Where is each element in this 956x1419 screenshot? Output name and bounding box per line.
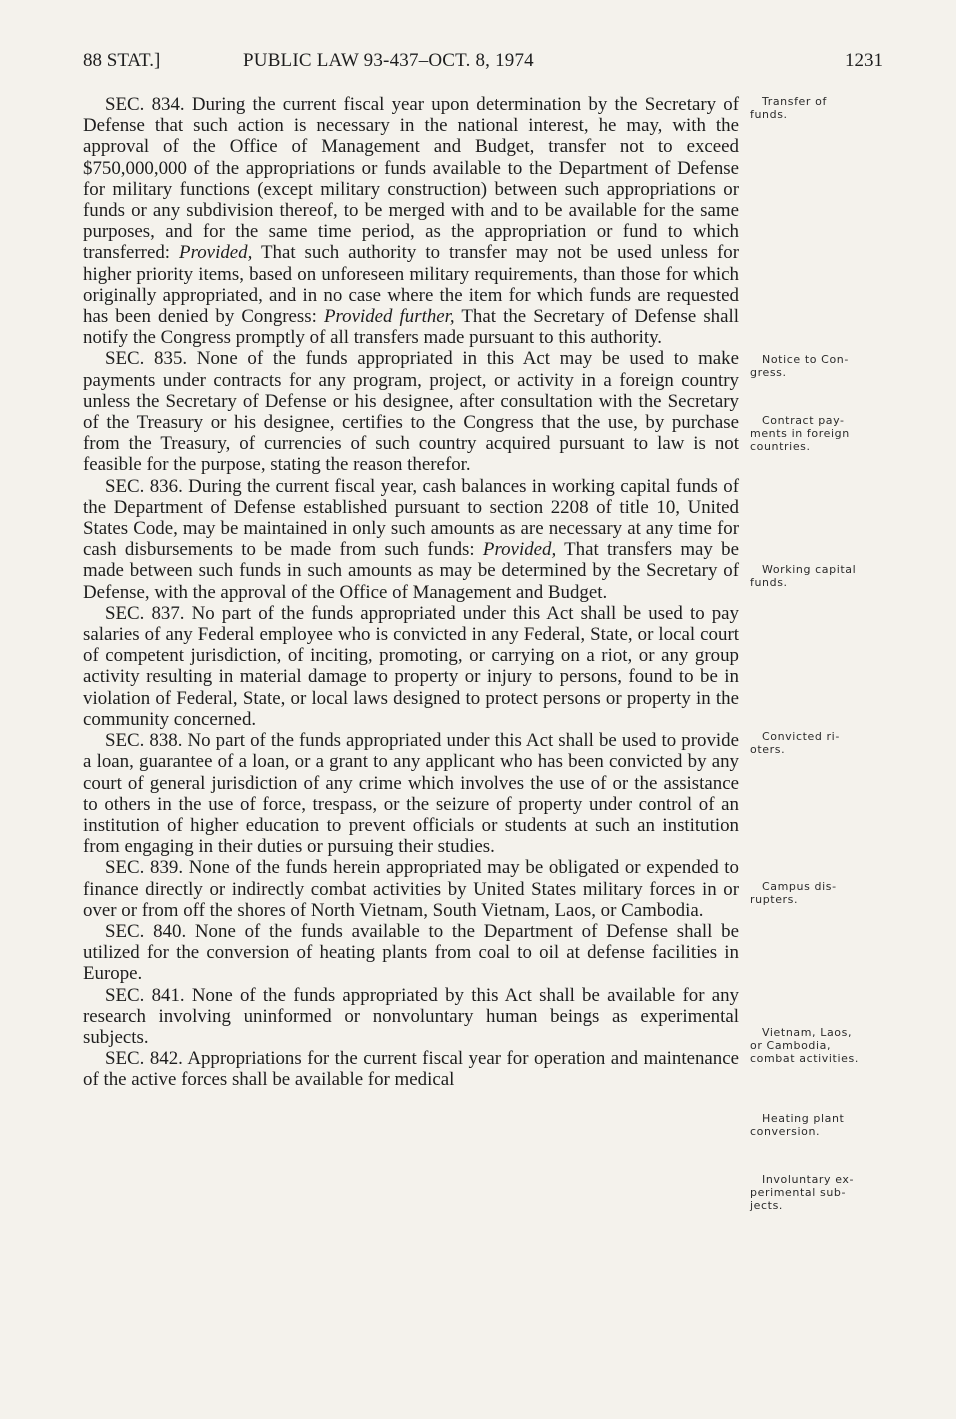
statute-text bbox=[83, 94, 739, 1091]
margin-note-line: oters. bbox=[750, 743, 786, 756]
section-number: SEC. 841. bbox=[105, 984, 185, 1006]
proviso-italic: Provided, bbox=[482, 539, 557, 561]
margin-note-line: funds. bbox=[750, 576, 788, 589]
section-text: None of the funds available to the Department of Defense shall be utilized for the conversion of heating plants from coal to oil at defense facilities in Europe. bbox=[83, 920, 739, 985]
section-paragraph bbox=[83, 476, 739, 603]
page-number: 1231 bbox=[845, 50, 883, 71]
margin-note-line: countries. bbox=[750, 440, 811, 453]
margin-note-line: ments in foreign bbox=[750, 427, 850, 440]
margin-note bbox=[750, 95, 885, 121]
margin-note bbox=[750, 1026, 885, 1065]
margin-note-line: Working capital bbox=[762, 563, 857, 576]
margin-note bbox=[750, 1112, 885, 1138]
margin-note-line: conversion. bbox=[750, 1125, 821, 1138]
margin-note-line: Contract pay- bbox=[762, 414, 845, 427]
section-number: SEC. 835. bbox=[105, 348, 188, 370]
section-paragraph bbox=[83, 921, 739, 985]
section-text: None of the funds herein appropriated may be obligated or expended to finance directly or indirectly combat activities by United States military forces in or over or from off the shores of North Vietnam, South Vietnam, Laos, or Cambodia. bbox=[83, 857, 740, 921]
margin-note-line: Heating plant bbox=[762, 1112, 845, 1125]
section-number: SEC. 838. bbox=[105, 730, 183, 752]
margin-note bbox=[750, 1173, 885, 1212]
section-paragraph bbox=[83, 857, 739, 921]
section-paragraph bbox=[83, 985, 739, 1049]
section-paragraph bbox=[83, 603, 739, 730]
public-law-title: PUBLIC LAW 93-437–OCT. 8, 1974 bbox=[243, 50, 534, 71]
margin-note bbox=[750, 880, 885, 906]
section-paragraph bbox=[83, 94, 739, 348]
margin-note-line: gress. bbox=[750, 366, 787, 379]
margin-note-line: Campus dis- bbox=[762, 880, 837, 893]
section-paragraph bbox=[83, 730, 739, 857]
section-number: SEC. 836. bbox=[105, 475, 183, 497]
margin-note-line: rupters. bbox=[750, 893, 799, 906]
section-number: SEC. 842. bbox=[105, 1048, 183, 1070]
section-text: That such authority to transfer may not be used unless for higher priority items, based on unforeseen military requirements, than those for which originally appropriated, and in no case where the item for which funds are requested has been denied by Congress: bbox=[83, 242, 739, 328]
margin-note bbox=[750, 353, 885, 379]
section-number: SEC. 839. bbox=[105, 857, 184, 879]
section-text: No part of the funds appropriated under this Act shall be used to pay salaries of any Federal employee who is convicted in any Federal, State, or local court of competent jurisdiction, of inciting, promoting, or carrying on a riot, or any group activity resulting in material damage to property or injury to persons, found to be in violation of Federal, State, or local laws designed to protect persons or property in the community concerned. bbox=[83, 602, 739, 730]
margin-note bbox=[750, 730, 885, 756]
section-text: None of the funds appropriated in this Act may be used to make payments under contracts for any program, project, or activity in a foreign country unless the Secretary of Defense or his designee, after consultation with the Secretary of the Treasury or his designee, certifies to the Congress that the use, by purchase from the Treasury, of currencies of such country acquired pursuant to law is not feasible for the purpose, stating the reason therefor. bbox=[83, 348, 739, 476]
margin-note-line: Vietnam, Laos, bbox=[762, 1026, 853, 1039]
margin-note-line: or Cambodia, bbox=[750, 1039, 832, 1052]
section-number: SEC. 834. bbox=[105, 94, 185, 115]
section-text: That transfers may be made between such funds in such amounts as may be determined by the Secretary of Defense, with the approval of the Office of Management and Budget. bbox=[83, 539, 739, 603]
section-text: No part of the funds appropriated under this Act shall be used to provide a loan, guarantee of a loan, or a grant to any applicant who has been convicted by any court of general jurisdiction of any crime which involves the use of or the assistance to others in the use of force, trespass, or the seizure of property under control of an institution of higher education to prevent officials or students at such an institution from engaging in their duties or pursuing their studies. bbox=[83, 730, 739, 858]
margin-note-line: Notice to Con- bbox=[762, 353, 849, 366]
margin-note bbox=[750, 563, 885, 589]
section-text: During the current fiscal year, cash balances in working capital funds of the Department of Defense established pursuant to section 2208 of title 10, United States Code, may be maintained in only such amounts as are necessary at any time for cash disbursements to be made from such funds: bbox=[83, 475, 739, 561]
section-number: SEC. 837. bbox=[105, 602, 185, 624]
margin-note-line: funds. bbox=[750, 108, 788, 121]
margin-note bbox=[750, 414, 885, 453]
section-paragraph bbox=[83, 1048, 739, 1090]
section-text: None of the funds appropriated by this Act shall be available for any research involving uninformed or nonvoluntary human beings as experimental subjects. bbox=[83, 984, 739, 1048]
section-text: During the current fiscal year upon determination by the Secretary of Defense that such action is necessary in the national interest, he may, with the approval of the Office of Management and Budget, transfer not to exceed $750,000,000 of the appropriations or funds available to the Department of Defense for military functions (except military construction) between such appropriations or funds or any subdivision thereof, to be merged with and to be available for the same purposes, and for the same time period, as the appropriation or fund to which transferred: bbox=[83, 94, 739, 264]
margin-note-line: perimental sub- bbox=[750, 1186, 847, 1199]
margin-note-line: Convicted ri- bbox=[762, 730, 840, 743]
margin-note-line: jects. bbox=[750, 1199, 784, 1212]
margin-note-line: Transfer of bbox=[762, 95, 827, 108]
proviso-italic: Provided further, bbox=[323, 306, 455, 328]
margin-note-line: combat activities. bbox=[750, 1052, 859, 1065]
page-header bbox=[83, 50, 883, 76]
section-paragraph bbox=[83, 348, 739, 475]
section-number: SEC. 840. bbox=[105, 920, 187, 942]
statute-volume: 88 STAT.] bbox=[83, 50, 161, 71]
section-text: That the Secretary of Defense shall notify the Congress promptly of all transfers made pursuant to this authority. bbox=[83, 306, 740, 349]
proviso-italic: Provided, bbox=[179, 242, 253, 264]
section-text: Appropriations for the current fiscal year for operation and maintenance of the active forces shall be available for medical bbox=[83, 1048, 739, 1091]
margin-note-line: Involuntary ex- bbox=[762, 1173, 855, 1186]
